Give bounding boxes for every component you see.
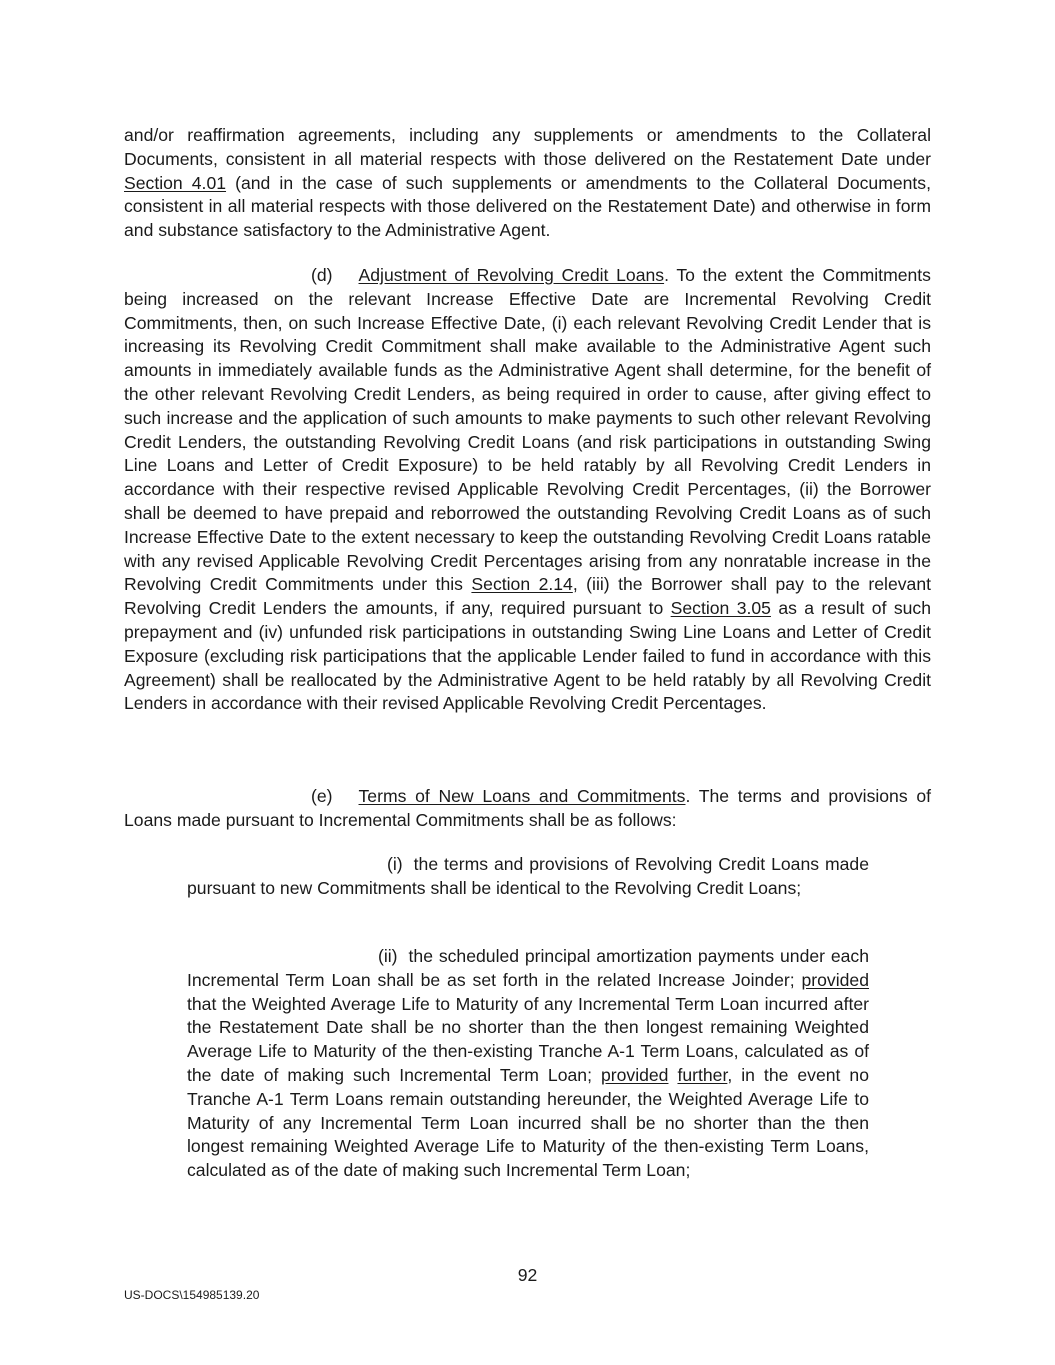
section-reference-3-05: Section 3.05 [670, 598, 771, 619]
paragraph-text: that the Weighted Average Life to Maturity of any Incremental Term Loan incurred after the Restatement Date shall be no shorter than the then longest remaining Weighted Average Life to Maturity of the then-existing Tranche A-1 Term Loans, calculated as of the date of making such Incremental Term Loan; [187, 993, 869, 1085]
paragraph-c-continuation [124, 124, 931, 243]
paragraph-text: . The terms and provisions of Loans made pursuant to Incremental Commitments shall be as follows: [124, 786, 931, 830]
paragraph-text: the terms and provisions of Revolving Credit Loans made pursuant to new Commitments shall be identical to the Revolving Credit Loans; [187, 854, 869, 898]
section-reference-4-01: Section 4.01 [124, 172, 227, 193]
paragraph-text: . To the extent the Commitments being increased on the relevant Increase Effective Date are Incremental Revolving Credit Commitments, then, on such Increase Effective Date, (i) each relevant Revolving Credit Lender that is increasing its Revolving Credit Commitment shall make available to the Administrative Agent such amounts in immediately available funds as the Administrative Agent shall determine, for the benefit of the other relevant Revolving Credit Lenders, as being required in order to cause, after giving effect to such increase and the application of such amounts to make payments to such other relevant Revolving Credit Lenders, the outstanding Revolving Credit Loans (and risk participations in outstanding Swing Line Loans and Letter of Credit Exposure) to be held ratably by all Revolving Credit Lenders in accordance with their respective revised Applicable Revolving Credit Percentages, (ii) the Borrower shall be deemed to have prepaid and reborrowed the outstanding Revolving Credit Loans as of such Increase Effective Date to the extent necessary to keep the outstanding Revolving Credit Loans ratable with any revised Applicable Revolving Credit Percentages arising from any nonratable increase in the Revolving Credit Commitments under this [124, 265, 931, 595]
paragraph-e-ii [187, 945, 869, 1183]
paragraph-heading: Adjustment of Revolving Credit Loans [358, 265, 665, 285]
paragraph-text: the scheduled principal amortization payments under each Incremental Term Loan shall be as set forth in the related Increase Joinder; [187, 946, 869, 990]
section-reference-2-14: Section 2.14 [471, 574, 573, 595]
document-id: US-DOCS\154985139.20 [124, 1288, 260, 1302]
page-number: 92 [517, 1265, 538, 1285]
paragraph-e-i [187, 853, 869, 901]
paragraph-label: (e) [311, 786, 333, 806]
paragraph-text: and/or reaffirmation agreements, including any supplements or amendments to the Collateral Documents, consistent in all material respects with those delivered on the Restatement Date under [124, 125, 931, 169]
paragraph-text: as a result of such prepayment and (iv) unfunded risk participations in outstanding Swing Line Loans and Letter of Credit Exposure (excluding risk participations that the applicable Lender failed to fund in accordance with this Agreement) shall be reallocated by the Administrative Agent to be held ratably by all Revolving Credit Lenders in accordance with their revised Applicable Revolving Credit Percentages. [124, 598, 931, 714]
provided-term: provided [801, 969, 869, 990]
paragraph-e [124, 785, 931, 833]
paragraph-label: (i) [387, 854, 403, 874]
paragraph-text: , (iii) the Borrower shall pay to the relevant Revolving Credit Lenders the amounts, if any, required pursuant to [124, 574, 932, 619]
further-term: further [677, 1064, 728, 1085]
provided-term: provided [600, 1064, 669, 1085]
paragraph-heading: Terms of New Loans and Commitments [358, 786, 686, 806]
paragraph-label: (ii) [378, 946, 398, 966]
paragraph-d [124, 264, 931, 716]
paragraph-text: , in the event no Tranche A-1 Term Loans remain outstanding hereunder, the Weighted Average Life to Maturity of any Incremental Term Loan incurred shall be no shorter than the then longest remaining Weighted Average Life to Maturity of the then-existing Term Loans, calculated as of the date of making such Incremental Term Loan; [187, 1064, 869, 1181]
paragraph-label: (d) [311, 265, 333, 285]
paragraph-text: (and in the case of such supplements or amendments to the Collateral Documents, consistent in all material respects with those delivered on the Restatement Date) and otherwise in form and substance satisfactory to the Administrative Agent. [124, 172, 931, 241]
